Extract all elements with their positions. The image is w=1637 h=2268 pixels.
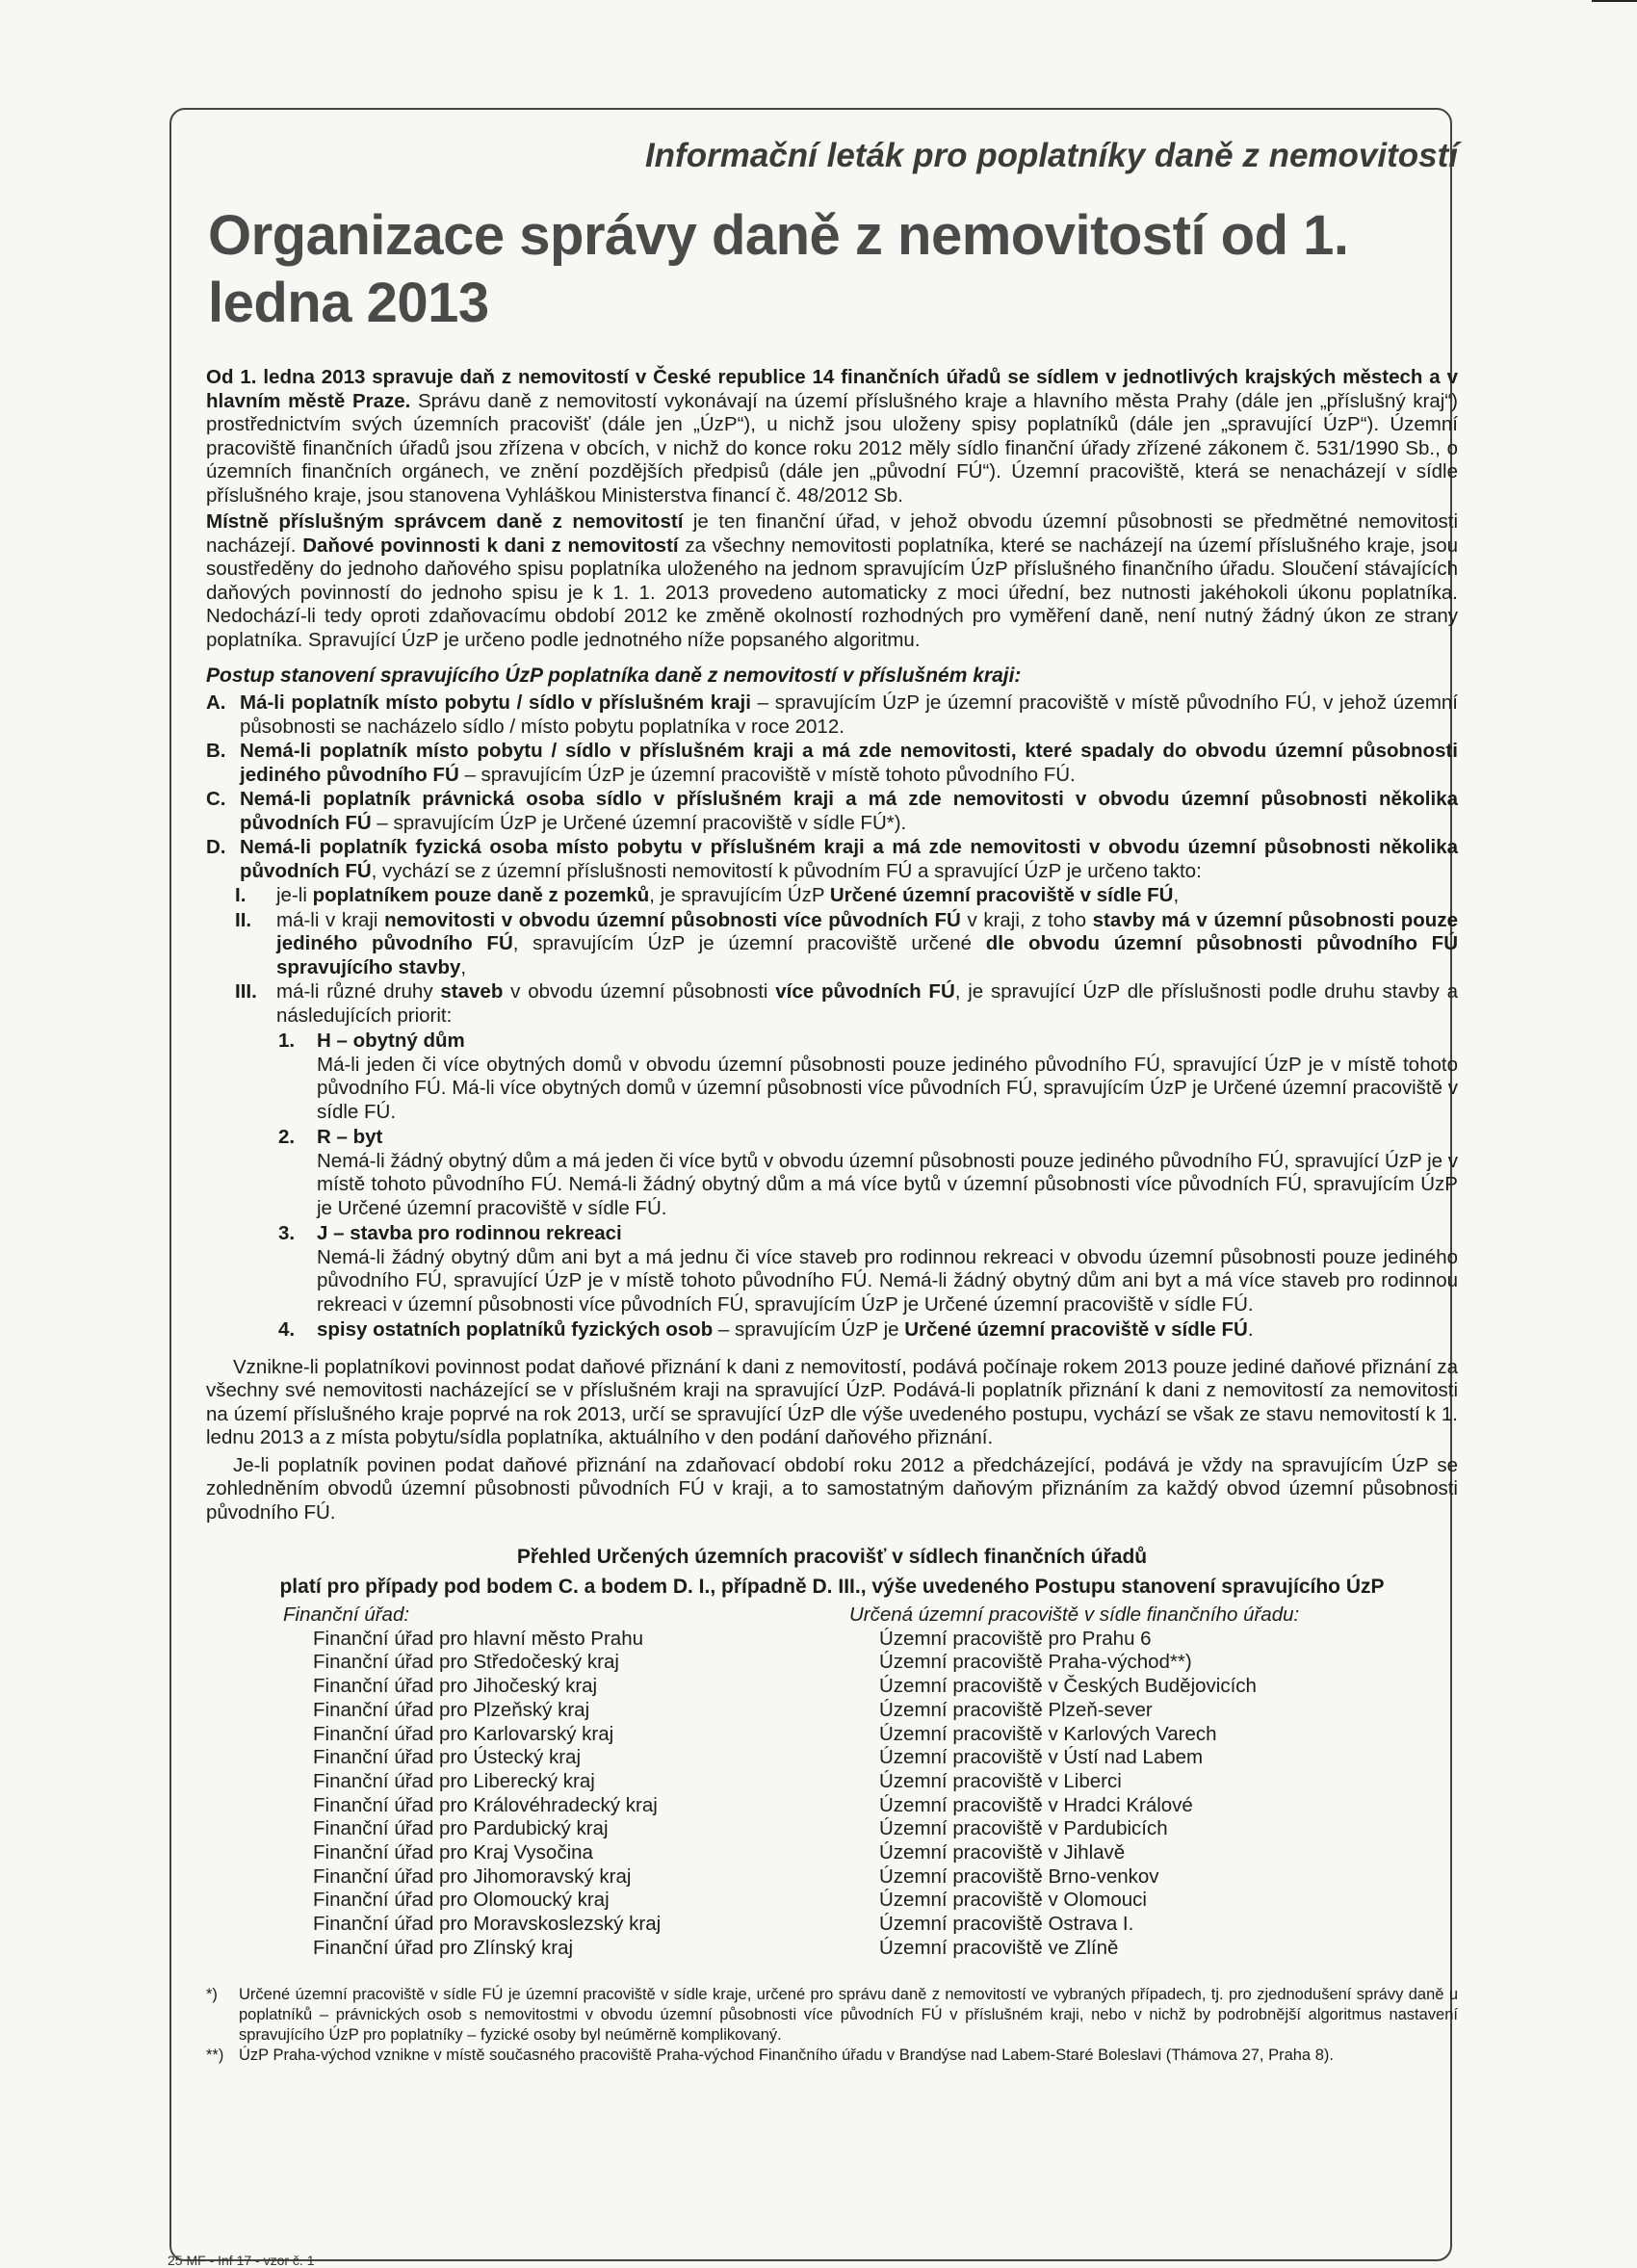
rule-a-text: – spravujícím ÚzP je územní pracoviště v místě původního FÚ, v jehož územní působnosti se nacházelo sídlo / místo pobytu poplatníka v roce 2012. [240, 691, 1458, 738]
footnote-mark: *) [206, 1986, 218, 2003]
priority-4-mark: 4. [278, 1318, 296, 1341]
priority-4 [278, 1318, 1458, 1343]
rule-d-ii-mark: II. [235, 908, 252, 931]
intro-text: Správu daně z nemovitostí vykonávají na území příslušného kraje a hlavního města Prahy (dále jen „příslušný kraj“) prostřednictvím svých územních pracovišť (dále jen „ÚzP“), u nichž jsou uloženy spisy poplatníků (dále jen „spravující ÚzP“). Územní pracoviště finančních úřadů jsou zřízena v obcích, v nichž do konce roku 2012 měly sídlo finanční úřady zřízené zákonem č. 531/1990 Sb., o územních finančních orgánech, ve znění pozdějších předpisů (dále jen „původní FÚ“). Územní pracoviště, která se nenacházejí v sídle příslušného kraje, jsou stanovena Vyhláškou Ministerstva financí č. 48/2012 Sb. [206, 389, 1458, 507]
rule-d-iii-mark: III. [235, 980, 257, 1003]
rule-d-iii-text-3: , je spravující ÚzP dle příslušnosti podle druhu stavby a následujících priorit: [276, 980, 1458, 1027]
workplace-row: Územní pracoviště ve Zlíně [879, 1936, 1119, 1959]
rule-d-i-bold-1: poplatníkem pouze daně z pozemků [312, 884, 650, 906]
workplace-row: Územní pracoviště v Českých Budějovicích [879, 1675, 1257, 1698]
rule-d-ii-bold-1: nemovitosti v obvodu územní působnosti více původních FÚ [384, 908, 961, 931]
rule-d-i-text-3: , [1173, 884, 1180, 906]
rule-d-ii-text-4: , [460, 955, 467, 978]
workplace-row: Územní pracoviště Plzeň-sever [879, 1698, 1153, 1721]
rule-d-text: , vychází se z územní příslušnosti nemovitostí k původním FÚ a spravující ÚzP je určeno takto: [371, 859, 1202, 882]
office-row: Finanční úřad pro hlavní město Prahu [313, 1627, 643, 1650]
rule-b-bold: Nemá-li poplatník místo pobytu / sídlo v příslušném kraji a má zde nemovitosti, které spadaly do obvodu územní působnosti jediného původního FÚ [240, 740, 1458, 786]
workplace-row: Územní pracoviště v Hradci Králové [879, 1793, 1193, 1816]
priority-1 [278, 1030, 1458, 1124]
p2-text-2: za všechny nemovitosti poplatníka, které se nacházejí na území příslušného kraje, jsou soustředěny do jednoho daňového spisu poplatníka uloženého na jednom spravujícím ÚzP příslušného finančního úřadu. Sloučení stávajících daňových povinností do jednoho spisu je k 1. 1. 2013 provedeno automaticky z moci úřední, bez nutnosti jakéhokoli úkonu poplatníka. Nedochází-li tedy oproti zdaňovacímu období 2012 ke změně okolností rozhodných pro vyměření daně, není nutný žádný úkon ze strany poplatníka. Spravující ÚzP je určeno podle jednotného níže popsaného algoritmu. [206, 534, 1459, 651]
rule-c-text: – spravujícím ÚzP je Určené územní pracoviště v sídle FÚ*). [371, 811, 907, 834]
page-title: Organizace správy daně z nemovitostí od 1. ledna 2013 [208, 204, 1349, 334]
priority-4-text-2: . [1247, 1318, 1254, 1341]
p2-bold-2: Daňové povinnosti k dani z nemovitostí [302, 534, 679, 557]
closing-paragraph-1: Vznikne-li poplatníkovi povinnost podat daňové přiznání k dani z nemovitostí, podává počínaje rokem 2013 pouze jediné daňové přiznání za všechny své nemovitosti nacházející se v příslušném kraji na spravující ÚzP. Podává-li poplatník přiznání k dani z nemovitostí za nemovitosti na území příslušného kraje poprvé na rok 2013, určí se spravující ÚzP dle výše uvedeného postupu, vychází se však ze stavu nemovitostí k 1. lednu 2013 a z místa pobytu/sídla poplatníka, aktuálního v den podání daňového přiznání. [206, 1355, 1458, 1448]
p2-text-1: je ten finanční úřad, v jehož obvodu územní působnosti se předmětné nemovitosti nacházejí. [206, 510, 1458, 557]
workplace-row: Územní pracoviště v Liberci [879, 1769, 1122, 1792]
office-row: Finanční úřad pro Ústecký kraj [313, 1746, 582, 1769]
rule-d-i-bold-2: Určené územní pracoviště v sídle FÚ [829, 884, 1174, 906]
rule-b-text: – spravujícím ÚzP je územní pracoviště v místě tohoto původního FÚ. [458, 763, 1076, 786]
overview-title: Přehled Určených územních pracovišť v sídlech finančních úřadů [516, 1546, 1148, 1568]
office-row: Finanční úřad pro Moravskoslezský kraj [313, 1913, 662, 1936]
workplaces-column [849, 1603, 1299, 1961]
priority-2-mark: 2. [278, 1126, 296, 1148]
rule-d-ii [235, 909, 1458, 980]
offices-column [283, 1603, 661, 1961]
rule-b-mark: B. [206, 740, 226, 762]
rule-d-iii [235, 980, 1458, 1028]
priority-1-text: Má-li jeden či více obytných domů v obvodu územní působnosti pouze jediného původního FÚ, spravující ÚzP je v místě tohoto původního FÚ. Má-li více obytných domů v územní působnosti více původních FÚ, spravujícím ÚzP je Určené územní pracoviště v sídle FÚ. [317, 1053, 1458, 1123]
priority-1-mark: 1. [278, 1030, 296, 1052]
rule-c [206, 788, 1458, 835]
office-row: Finanční úřad pro Kraj Vysočina [313, 1841, 593, 1864]
rule-c-mark: C. [206, 788, 226, 810]
offices-table [206, 1603, 1458, 1969]
workplace-row: Územní pracoviště v Karlových Varech [879, 1722, 1217, 1745]
priority-3-heading: J – stavba pro rodinnou rekreaci [317, 1222, 622, 1244]
rule-d-iii-text-2: v obvodu územní působnosti [503, 980, 776, 1003]
workplace-row: Územní pracoviště Brno-venkov [879, 1864, 1159, 1888]
p2-bold-1: Místně příslušným správcem daně z nemovitostí [206, 510, 684, 533]
rule-c-bold: Nemá-li poplatník právnická osoba sídlo v příslušném kraji a má zde nemovitosti v obvodu územní působnosti několika původních FÚ [240, 788, 1458, 834]
priority-2-text: Nemá-li žádný obytný dům a má jeden či více bytů v obvodu územní působnosti pouze jediného původního FÚ, spravující ÚzP je v místě tohoto původního FÚ. Nemá-li žádný obytný dům a má více bytů v územní působnosti více původních FÚ, spravujícím ÚzP je Určené územní pracoviště v sídle FÚ. [317, 1149, 1458, 1219]
office-row: Finanční úřad pro Olomoucký kraj [313, 1889, 610, 1912]
rule-a-mark: A. [206, 691, 226, 714]
office-row: Finanční úřad pro Zlínský kraj [313, 1936, 574, 1959]
rule-d-i-mark: I. [235, 884, 247, 906]
intro-bold: Od 1. ledna 2013 spravuje daň z nemovitostí v České republice 14 finančních úřadů se sídlem v jednotlivých krajských městech a v hlavním městě Praze. [206, 366, 1458, 412]
footnotes [206, 1985, 1458, 2066]
overview-subtitle: platí pro případy pod bodem C. a bodem D. I., případně D. III., výše uvedeného Postupu stanovení spravujícího ÚzP [279, 1576, 1385, 1598]
footnote [206, 1985, 1458, 2046]
closing-paragraph-2: Je-li poplatník povinen podat daňové přiznání na zdaňovací období roku 2012 a předcházející, podává je vždy na spravujícím ÚzP se zohledněním obvodů územní působnosti původních FÚ v kraji, a to samostatným daňovým přiznáním za každý obvod územní působnosti původního FÚ. [206, 1453, 1458, 1524]
intro-paragraph-1 [206, 366, 1458, 508]
leaflet-subtitle: Informační leták pro poplatníky daně z nemovitostí [644, 137, 1458, 174]
rule-d-i [235, 884, 1458, 908]
rule-d-ii-bold-2: stavby má v územní působnosti pouze jediného původního FÚ [276, 908, 1458, 954]
rule-d-i-text-1: je-li [276, 884, 313, 906]
rule-d-ii-text-1: má-li v kraji [276, 908, 385, 931]
priority-4-bold-2: Určené územní pracoviště v sídle FÚ [904, 1318, 1248, 1341]
workplace-row: Územní pracoviště Ostrava I. [879, 1913, 1134, 1936]
workplace-row: Územní pracoviště v Pardubicích [879, 1817, 1168, 1840]
rule-d-bold: Nemá-li poplatník fyzická osoba místo pobytu v příslušném kraji a má zde nemovitosti v obvodu územní působnosti několika původních FÚ [240, 836, 1458, 882]
priority-2-heading: R – byt [317, 1126, 383, 1148]
rule-b [206, 740, 1458, 787]
procedure-heading: Postup stanovení spravujícího ÚzP poplatníka daně z nemovitostí v příslušném kraji: [206, 665, 1022, 687]
rule-d-iii-text-1: má-li různé druhy [276, 980, 441, 1003]
footnote-mark: **) [206, 2046, 224, 2064]
rule-d-i-text-2: , je spravujícím ÚzP [649, 884, 830, 906]
office-row: Finanční úřad pro Jihomoravský kraj [313, 1864, 632, 1888]
office-row: Finanční úřad pro Královéhradecký kraj [313, 1793, 658, 1816]
workplace-row: Územní pracoviště v Olomouci [879, 1889, 1147, 1912]
rule-d-ii-text-3: , spravujícím ÚzP je územní pracoviště určené [512, 932, 986, 954]
rule-a-bold: Má-li poplatník místo pobytu / sídlo v příslušném kraji [240, 691, 751, 714]
workplace-row: Územní pracoviště v Ústí nad Labem [879, 1746, 1204, 1769]
intro-paragraph-2 [206, 510, 1458, 652]
form-code: 25 MF - Inf 17 - vzor č. 1 [168, 2253, 315, 2268]
rule-d-ii-text-2: v kraji, z toho [960, 908, 1093, 931]
priority-4-bold-1: spisy ostatních poplatníků fyzických osob [317, 1318, 714, 1341]
offices-column-header: Finanční úřad: [283, 1603, 410, 1626]
priority-2 [278, 1126, 1458, 1220]
workplace-row: Územní pracoviště v Jihlavě [879, 1841, 1126, 1864]
priority-4-text-1: – spravujícím ÚzP je [713, 1318, 905, 1341]
office-row: Finanční úřad pro Středočeský kraj [313, 1651, 619, 1674]
footnote [206, 2046, 1458, 2066]
office-row: Finanční úřad pro Jihočeský kraj [313, 1675, 598, 1698]
priority-3-mark: 3. [278, 1222, 296, 1244]
office-row: Finanční úřad pro Plzeňský kraj [313, 1698, 590, 1721]
footnote-text: Určené územní pracoviště v sídle FÚ je územní pracoviště v sídle kraje, určené pro správu daně z nemovitostí ve vybraných případech, tj. pro zjednodušení správy daně u poplatníků – právnických osob s nemovitostmi v obvodu územní působnosti více původních FÚ v příslušném kraji, nebo v nichž by podrobnější algoritmus nastavení spravujícího ÚzP pro poplatníky – fyzické osoby byl neúměrně komplikovaný. [239, 1986, 1458, 2044]
priority-1-heading: H – obytný dům [317, 1030, 465, 1052]
rule-a [206, 691, 1458, 739]
rule-d-ii-bold-3: dle obvodu územní působnosti původního FÚ spravujícího stavby [276, 932, 1458, 978]
rule-d [206, 836, 1458, 883]
workplaces-column-header: Určená územní pracoviště v sídle finančního úřadu: [849, 1603, 1300, 1626]
page-fold-mark [1592, 0, 1637, 13]
rule-d-iii-bold-2: více původních FÚ [775, 980, 955, 1003]
priority-3 [278, 1222, 1458, 1316]
office-row: Finanční úřad pro Karlovarský kraj [313, 1722, 614, 1745]
rule-d-iii-bold-1: staveb [440, 980, 504, 1003]
workplace-row: Územní pracoviště pro Prahu 6 [879, 1627, 1152, 1650]
document-content [206, 135, 1458, 2066]
priority-3-text: Nemá-li žádný obytný dům ani byt a má jednu či více staveb pro rodinnou rekreaci v obvodu územní působnosti pouze jediného původního FÚ, spravující ÚzP je v místě tohoto původního FÚ. Nemá-li žádný obytný dům ani byt a má více staveb pro rodinnou rekreaci v územní působnosti více původních FÚ, spravujícím ÚzP je Určené územní pracoviště v sídle FÚ. [317, 1245, 1458, 1316]
rule-d-mark: D. [206, 836, 226, 858]
office-row: Finanční úřad pro Pardubický kraj [313, 1817, 609, 1840]
office-row: Finanční úřad pro Liberecký kraj [313, 1769, 595, 1792]
workplace-row: Územní pracoviště Praha-východ**) [879, 1651, 1192, 1674]
footnote-text: ÚzP Praha-východ vznikne v místě současného pracoviště Praha-východ Finančního úřadu v Brandýse nad Labem-Staré Boleslavi (Thámova 27, Praha 8). [239, 2046, 1334, 2064]
